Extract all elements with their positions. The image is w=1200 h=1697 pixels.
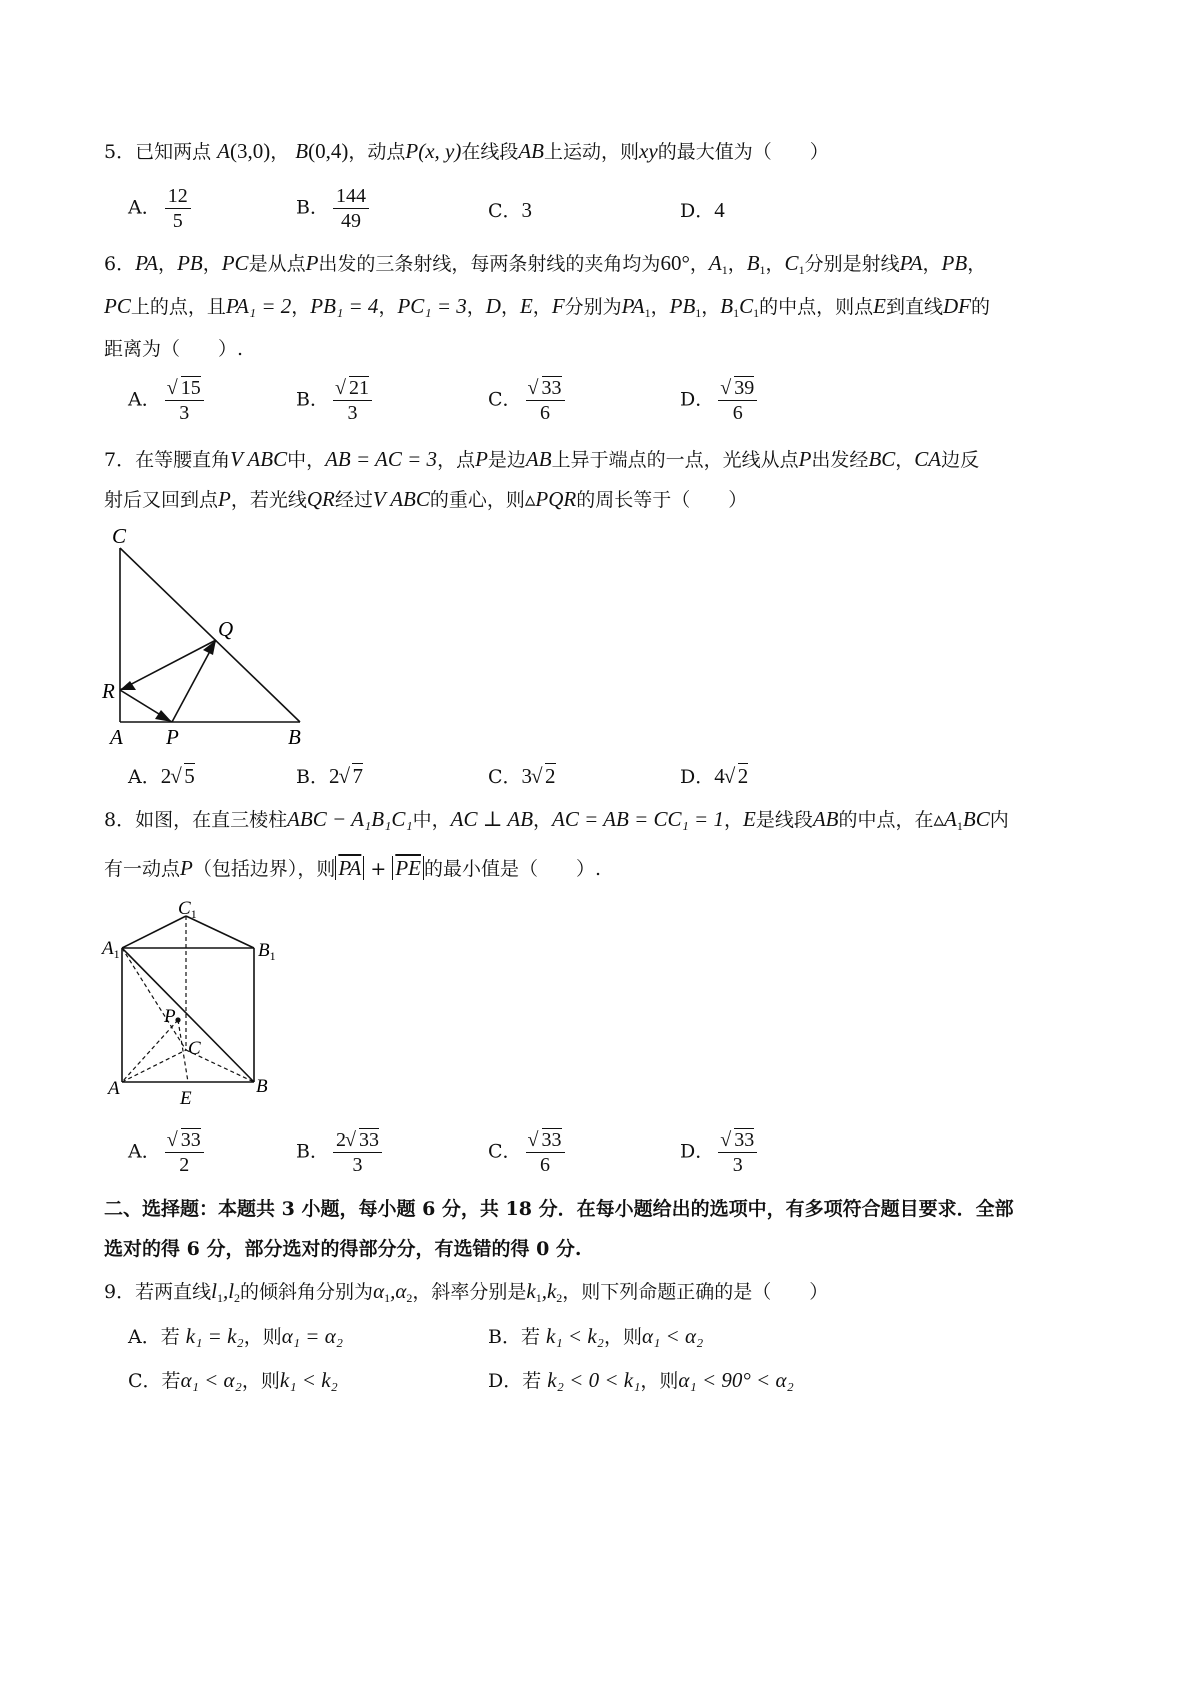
option-text: ，则 [603, 1326, 642, 1348]
q8-option-a[interactable] [128, 1128, 208, 1177]
denominator: 6 [540, 402, 551, 424]
denominator: 5 [172, 210, 183, 232]
segment-b1c1: $B_1C_1$ [720, 294, 760, 320]
label-e: E [180, 1088, 192, 1108]
q7-text: 在等腰直角 [135, 449, 231, 471]
equation: PA₁ = 2 [225, 294, 292, 318]
q7-text: 出发经 [811, 449, 869, 471]
segment-pa1: $PA_1$ [621, 294, 651, 320]
option-label: C． [488, 1140, 522, 1163]
label-p: P [164, 1006, 176, 1027]
numerator [333, 1128, 382, 1153]
option-value: 4 [714, 198, 725, 222]
line-df: DF [943, 294, 971, 318]
condition: k₂ < 0 < k₁ [547, 1368, 641, 1392]
point-b-coord: (0,4) [308, 139, 349, 163]
point-e: E [873, 294, 886, 318]
option-label: B． [296, 388, 329, 411]
fraction [165, 184, 191, 233]
q5-text: 的最大值为（ ） [657, 141, 829, 163]
perpendicular-relation: AC ⊥ AB [450, 807, 534, 831]
fraction [526, 1128, 565, 1177]
edge-a1c-hidden [122, 948, 186, 1050]
lines-l1-l2: $l_1,l_2$ [211, 1279, 241, 1305]
q7-option-d[interactable] [680, 762, 748, 789]
edge-a1c1 [122, 916, 186, 948]
radicand: 33 [180, 1129, 201, 1151]
option-text: 若 [161, 1370, 181, 1392]
point-p-coord: (x, y) [418, 139, 462, 163]
ray-pa: PA [135, 251, 159, 275]
condition: k₁ < k₂ [546, 1324, 604, 1348]
ray-pb: PB [177, 251, 203, 275]
fraction [333, 184, 369, 233]
point-p-dot [175, 1017, 180, 1022]
edge-ac-hidden [122, 1050, 186, 1082]
edge-a1b [122, 948, 254, 1082]
q6-option-a[interactable] [128, 376, 208, 425]
label-c1: $C_1$ [178, 898, 197, 921]
equation: AB = AC = 3 [325, 447, 438, 471]
option-label: D． [680, 388, 715, 411]
ray-qr [120, 640, 216, 690]
q5-option-b[interactable] [296, 184, 373, 233]
arrowhead-pq [203, 640, 216, 655]
q5-text: 在线段 [461, 141, 519, 163]
angles-alpha: $\alpha_1,\alpha_2$ [373, 1279, 413, 1305]
point-p: P [798, 447, 812, 471]
question-number: 7． [104, 449, 136, 471]
q6-option-b[interactable] [296, 376, 376, 425]
label-a: A [110, 725, 123, 749]
q7-text: 经过 [334, 489, 373, 511]
ray-pb: PB [941, 251, 968, 275]
numerator [165, 1128, 204, 1153]
q8-text: 如图，在直三棱柱 [135, 809, 288, 831]
label-b: B [288, 725, 301, 749]
triangle-abc: V ABC [372, 487, 430, 511]
radicand: 33 [734, 1129, 755, 1151]
segment-pb1: $PB_1$ [669, 294, 702, 320]
q6-option-d[interactable] [680, 376, 761, 425]
triangle-abc: V ABC [230, 447, 288, 471]
question-7: 7．在等腰直角V ABC中，AB = AC = 3，点P是边AB上异于端点的一点，光线从点P出发经BC，CA边反 [104, 447, 980, 471]
segment-bc: BC [868, 447, 896, 471]
label-c: C [188, 1038, 201, 1059]
equation: PC₁ = 3 [397, 294, 467, 318]
option-label: C． [488, 200, 522, 222]
denominator: 6 [540, 1154, 551, 1176]
prism-name: ABC − A₁B₁C₁ [287, 807, 413, 831]
point-b: B [295, 139, 309, 163]
q9-option-a[interactable] [128, 1322, 343, 1349]
q7-text: ，若光线 [230, 489, 307, 511]
q9-option-b[interactable] [488, 1322, 703, 1349]
sqrt [336, 376, 369, 400]
option-label: A． [128, 1140, 161, 1163]
radicand: 39 [734, 377, 755, 399]
radicand: 2 [545, 764, 556, 788]
q7-option-c[interactable] [488, 762, 556, 789]
denominator: 6 [732, 402, 743, 424]
q8-option-c[interactable] [488, 1128, 569, 1177]
q9-text: ，斜率分别是 [412, 1281, 527, 1303]
q8-text: （包括边界），则 [192, 858, 336, 880]
coefficient: 2 [160, 764, 172, 788]
label-p: P [166, 725, 179, 749]
q7-option-b[interactable] [296, 762, 363, 789]
numerator: 144 [333, 184, 369, 209]
q6-text: 到直线 [885, 296, 943, 318]
q6-text: 是从点 [248, 253, 306, 275]
point-a1: $A_1$ [708, 251, 728, 277]
q5-text: 已知两点 [135, 141, 212, 163]
q6-text: 上的点，且 [130, 296, 226, 318]
q7-text: 是边 [487, 449, 526, 471]
numerator [718, 1128, 757, 1153]
label-b: B [256, 1076, 268, 1097]
question-number: 9． [104, 1281, 136, 1303]
q9-text: ，则下列命题正确的是（ ） [562, 1281, 829, 1303]
option-text: 若 [160, 1326, 180, 1348]
option-label: A． [128, 766, 161, 788]
q6-text: 的中点，则点 [759, 296, 874, 318]
expression-pa-pe: $\overline{PA}$ [335, 856, 364, 880]
slopes-k: $k_1,k_2$ [526, 1279, 563, 1305]
q8-text: 的最小值是（ ）. [423, 858, 602, 880]
fraction [718, 376, 757, 425]
q7-text: 的重心，则 [429, 489, 525, 511]
sqrt [721, 1128, 754, 1152]
section-2-heading-line-2: 选对的得 6 分，部分选对的得部分分，有选错的得 0 分. [104, 1238, 582, 1260]
point-f: F [551, 294, 565, 318]
question-5: 5．已知两点 A(3,0)， B(0,4)，动点P(x, y)在线段AB上运动，则xy的最大值为（ ） [104, 139, 829, 163]
option-value: 3 [521, 198, 533, 222]
numerator [165, 376, 204, 401]
q6-text: 出发的三条射线，每两条射线的夹角均为 [318, 253, 661, 275]
angle-value: 60° [660, 251, 690, 275]
option-label: B． [296, 196, 329, 219]
label-q: Q [218, 617, 234, 641]
q5-option-a[interactable] [128, 184, 195, 233]
q9-option-d[interactable] [488, 1366, 794, 1393]
question-6-line-2: PC上的点，且PA₁ = 2，PB₁ = 4，PC₁ = 3，D，E，F分别为$PA_1$，$PB_1$，$B_1C_1$的中点，则点E到直线DF的 [104, 294, 991, 320]
option-label: A． [128, 196, 161, 219]
segment-pa-hidden [122, 1020, 178, 1082]
denominator: 3 [352, 1154, 363, 1176]
q6-option-c[interactable] [488, 376, 569, 425]
q8-text: 的中点，在 [838, 809, 934, 831]
ray-pc: PC [104, 294, 131, 318]
option-text: 若 [522, 1370, 542, 1392]
q7-figure [98, 520, 328, 750]
numerator [718, 376, 757, 401]
fraction [333, 376, 372, 425]
radicand: 33 [358, 1129, 379, 1151]
q9-text: 的倾斜角分别为 [240, 1281, 374, 1303]
triangle-pqr: ▵PQR [524, 487, 577, 511]
point-p: P [405, 139, 419, 163]
option-label: A． [128, 1326, 161, 1348]
ray-qr: QR [306, 487, 335, 511]
fraction [333, 1128, 382, 1177]
coefficient: 2 [335, 1129, 346, 1151]
q5-text: ，动点 [348, 141, 406, 163]
question-number: 8． [104, 809, 136, 831]
question-9 [104, 1278, 828, 1311]
radicand: 21 [348, 377, 369, 399]
fraction [165, 1128, 204, 1177]
numerator [526, 376, 565, 401]
condition: k₁ = k₂ [185, 1324, 244, 1348]
question-8-line-2: 有一动点P（包括边界），则 $\overline{PA} + \overline{PE}$ 的最小值是（ ）. [104, 856, 602, 880]
radicand: 2 [737, 764, 749, 788]
sqrt [725, 764, 749, 789]
radicand: 5 [184, 764, 195, 788]
equation: AC = AB = CC₁ = 1 [552, 807, 724, 831]
result: α₁ < α₂ [641, 1324, 704, 1348]
q7-text: 射后又回到点 [104, 489, 219, 511]
result: α₁ = α₂ [281, 1324, 344, 1348]
option-label: B． [296, 766, 329, 788]
option-text: ，则 [241, 1370, 280, 1392]
q5-option-c[interactable] [488, 196, 532, 223]
condition: α₁ < α₂ [180, 1368, 242, 1392]
q7-text: 的周长等于（ ） [576, 489, 748, 511]
segment-ab: AB [812, 807, 839, 831]
point-e: E [742, 807, 756, 831]
option-label: B． [296, 1140, 329, 1163]
option-label: B． [488, 1326, 521, 1348]
sqrt [168, 376, 201, 400]
label-a: A [108, 1078, 120, 1099]
side-bc [120, 548, 300, 722]
question-number: 5． [104, 141, 136, 163]
denominator: 49 [340, 210, 361, 232]
equation: PB₁ = 4 [310, 294, 379, 318]
q7-option-a[interactable] [128, 762, 195, 789]
q8-text: 是线段 [755, 809, 813, 831]
option-label: D． [488, 1370, 523, 1392]
sqrt [171, 764, 195, 789]
q6-text: 分别是射线 [804, 253, 900, 275]
question-8: 8．如图，在直三棱柱ABC − A₁B₁C₁中，AC ⊥ AB，AC = AB = CC₁ = 1，E是线段AB的中点，在$▵A_1BC$内 [104, 807, 1009, 833]
denominator: 3 [179, 402, 190, 424]
sqrt [721, 376, 754, 400]
segment-ca: CA [914, 447, 942, 471]
option-label: D． [680, 766, 715, 788]
point-c1: $C_1$ [784, 251, 805, 277]
q7-text: 上异于端点的一点，光线从点 [551, 449, 799, 471]
option-label: D． [680, 1140, 715, 1163]
radicand: 33 [541, 377, 562, 399]
point-a-coord: (3,0) [229, 139, 271, 163]
sqrt [532, 764, 556, 789]
label-r: R [102, 679, 115, 703]
fraction [165, 376, 204, 425]
triangle-a1bc: $▵A_1BC$ [933, 807, 990, 833]
denominator: 2 [179, 1154, 190, 1176]
point-b1: $B_1$ [746, 251, 766, 277]
q8-text: 内 [989, 809, 1009, 831]
point-d: D [485, 294, 501, 318]
q5-text: 上运动，则 [544, 141, 640, 163]
q6-text: 分别为 [564, 296, 622, 318]
option-label: A． [128, 388, 161, 411]
point-p: P [180, 856, 193, 880]
label-b1: $B_1$ [258, 940, 276, 963]
fraction [526, 376, 565, 425]
numerator: 12 [165, 184, 191, 209]
numerator [526, 1128, 565, 1153]
q8-text: 有一动点 [104, 858, 181, 880]
q8-option-d[interactable] [680, 1128, 761, 1177]
radicand: 15 [180, 377, 201, 399]
fraction [718, 1128, 757, 1177]
radicand: 7 [352, 764, 363, 788]
section-2-heading: 二、选择题：本题共 3 小题，每小题 6 分，共 18 分．在每小题给出的选项中，有多项符合题目要求．全部 [104, 1198, 1014, 1220]
q6-text: 距离为（ ）. [104, 338, 244, 360]
question-6: 6．PA，PB，PC是从点P出发的三条射线，每两条射线的夹角均为60°，$A_1$，$B_1$，$C_1$分别是射线PA，PB， [104, 251, 987, 277]
label-c: C [112, 524, 127, 548]
q7-text: 边反 [941, 449, 980, 471]
question-6-line-3 [104, 336, 243, 362]
expr-xy: xy [639, 139, 658, 163]
sqrt [168, 1128, 201, 1152]
q9-text: 若两直线 [135, 1281, 212, 1303]
coefficient: 4 [714, 764, 725, 788]
point-e: E [519, 294, 533, 318]
sqrt [346, 1128, 379, 1152]
q7-text: 中， [287, 449, 326, 471]
option-text: ，则 [243, 1326, 282, 1348]
result: k₁ < k₂ [279, 1368, 338, 1392]
point-a: A [217, 139, 230, 163]
radicand: 33 [541, 1129, 562, 1151]
sqrt [529, 1128, 562, 1152]
q8-text: 中， [412, 809, 451, 831]
point-p: P [218, 487, 231, 511]
q9-option-c[interactable] [128, 1366, 338, 1393]
coefficient: 2 [328, 764, 340, 788]
option-label: C． [488, 388, 522, 411]
label-a1: $A_1$ [102, 938, 120, 961]
q6-text: 的 [971, 296, 991, 318]
q8-figure [98, 898, 288, 1108]
option-text: 若 [520, 1326, 540, 1348]
coefficient: 3 [521, 764, 533, 788]
option-label: C． [128, 1370, 162, 1392]
denominator: 3 [347, 402, 358, 424]
q7-text: ，点 [437, 449, 476, 471]
q8-option-b[interactable] [296, 1128, 386, 1177]
question-number: 6． [104, 253, 136, 275]
point-p: P [475, 447, 488, 471]
option-label: C． [488, 766, 522, 788]
numerator [333, 376, 372, 401]
result: α₁ < 90° < α₂ [678, 1368, 794, 1392]
ray-pa: PA [899, 251, 923, 275]
q5-option-d[interactable] [680, 196, 725, 223]
sqrt [529, 376, 562, 400]
segment-ab: AB [518, 139, 545, 163]
arrowhead-rp [155, 710, 172, 722]
expression-pe: $\overline{PE}$ [392, 856, 424, 880]
sqrt [339, 764, 363, 789]
option-text: ，则 [640, 1370, 679, 1392]
point-p: P [305, 251, 319, 275]
ray-pc: PC [221, 251, 249, 275]
option-label: D． [680, 200, 715, 222]
denominator: 3 [732, 1154, 743, 1176]
question-7-line-2 [104, 486, 747, 513]
segment-ab: AB [525, 447, 552, 471]
